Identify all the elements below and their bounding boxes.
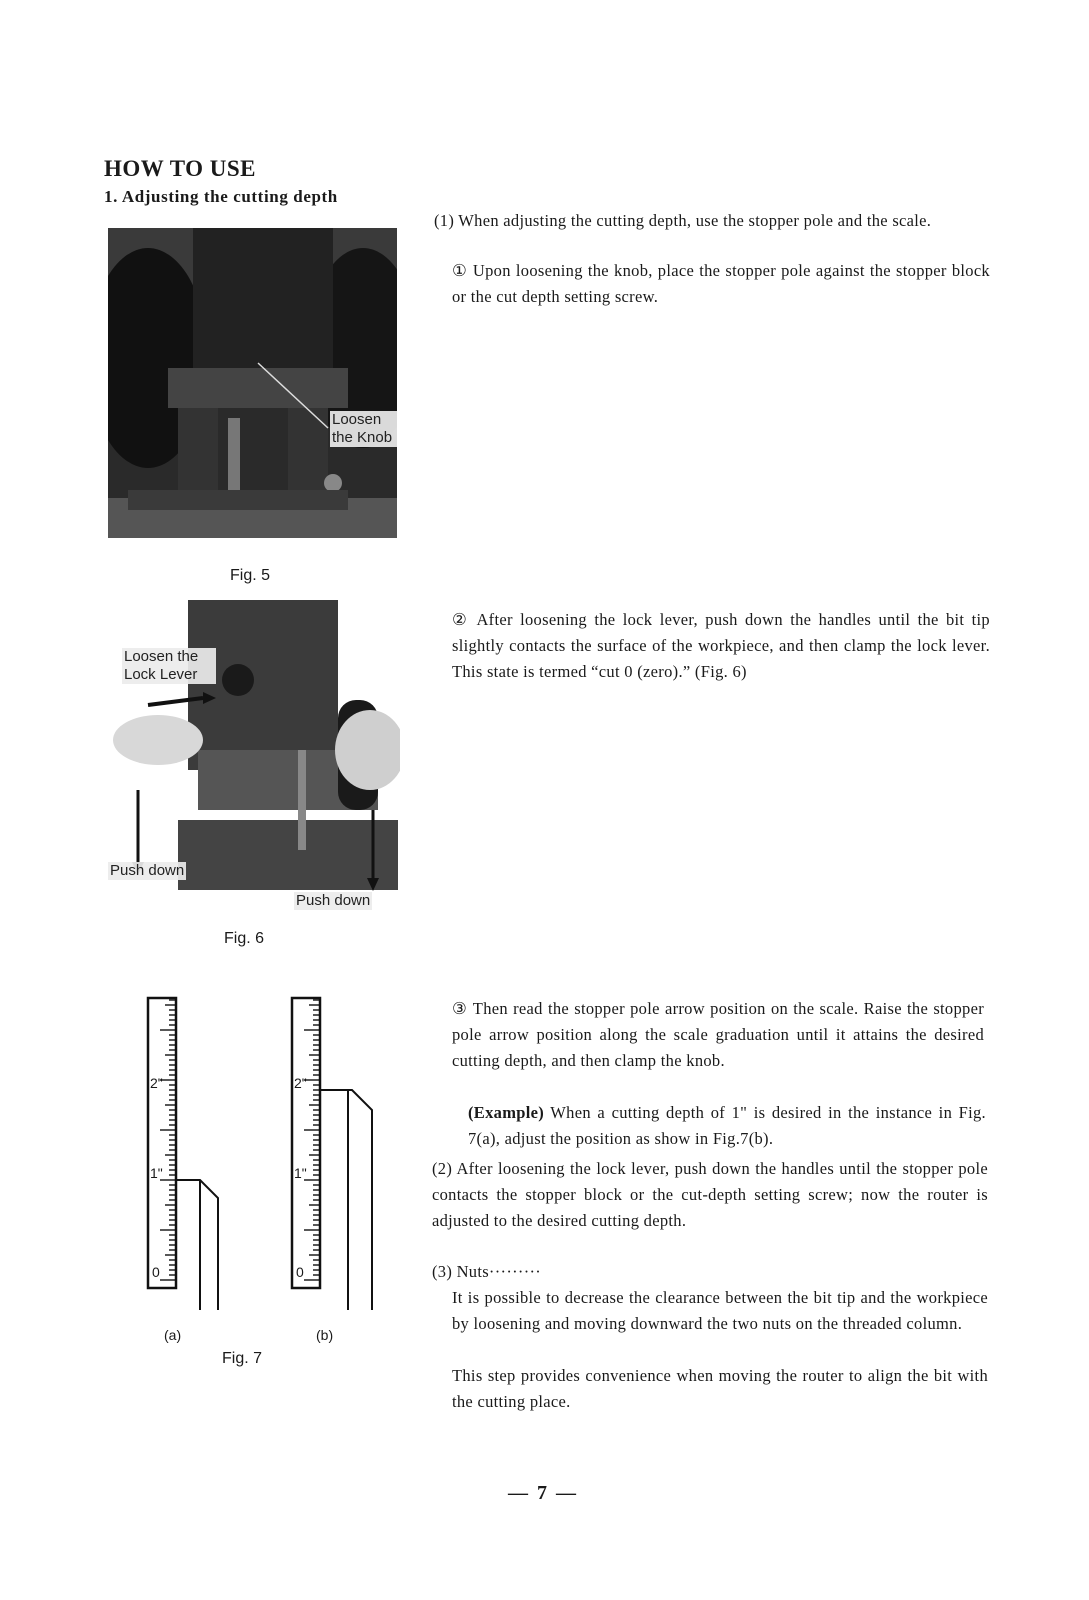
- loosen-lock-lever-label: Loosen the Lock Lever: [122, 648, 216, 684]
- step-1: ① Upon loosening the knob, place the stopper pole against the stopper block or the cut depth setting screw.: [452, 261, 990, 306]
- loosen-knob-label: Loosen the Knob: [330, 411, 397, 447]
- push-down-right-label: Push down: [296, 892, 371, 909]
- step-3: ③ Then read the stopper pole arrow position on the scale. Raise the stopper pole arrow position along the scale graduation until it attains the desired cutting depth, and then clamp the knob.: [452, 999, 984, 1070]
- fig7-caption: Fig. 7: [222, 1350, 263, 1367]
- scale-b-ticks: [304, 1000, 320, 1280]
- example-text: When a cutting depth of 1" is desired in the instance in Fig. 7(a), adjust the position as show in Fig.7(b).: [468, 1103, 986, 1148]
- section-subtitle: 1. Adjusting the cutting depth: [104, 187, 338, 206]
- fig6-photo: [108, 600, 400, 910]
- paragraph-2: (2) After loosening the lock lever, push down the handles until the stopper pole contacts the stopper block or the cut-depth setting screw; now the router is adjusted to the desired cutting depth.: [432, 1159, 988, 1230]
- paragraph-3-title: (3) Nuts·········: [432, 1262, 542, 1281]
- example-block: [468, 1100, 986, 1152]
- section-title: HOW TO USE: [104, 156, 257, 181]
- fig7-mark-2-b: 2": [294, 1075, 307, 1091]
- fig7-mark-0-b: 0: [296, 1264, 304, 1280]
- page-number: — 7 —: [508, 1482, 578, 1504]
- fig7-sub-b: (b): [316, 1327, 334, 1343]
- fig7-sub-a: (a): [164, 1327, 182, 1343]
- scale-a-ticks: [160, 1000, 176, 1280]
- fig7-mark-1-a: 1": [150, 1165, 163, 1181]
- fig6-caption: Fig. 6: [224, 930, 265, 947]
- paragraph-3-b: This step provides convenience when moving the router to align the bit with the cutting place.: [452, 1366, 988, 1411]
- paragraph-3-a: It is possible to decrease the clearance between the bit tip and the workpiece by loosening and moving downward the two nuts on the threaded column.: [452, 1288, 988, 1333]
- fig5-caption: Fig. 5: [230, 567, 271, 584]
- paragraph-1: (1) When adjusting the cutting depth, use the stopper pole and the scale.: [434, 211, 932, 230]
- push-down-left-label: Push down: [110, 862, 185, 879]
- step-2: ② After loosening the lock lever, push down the handles until the bit tip slightly contacts the surface of the workpiece, and then clamp the lock lever. This state is termed “cut 0 (zero).” (Fig. 6): [452, 610, 990, 681]
- fig7-mark-1-b: 1": [294, 1165, 307, 1181]
- fig7-mark-2-a: 2": [150, 1075, 163, 1091]
- fig7-mark-0-a: 0: [152, 1264, 160, 1280]
- fig5-photo: [108, 228, 397, 538]
- router-knob-illustration: [108, 228, 397, 538]
- fig7-scales: [140, 990, 390, 1350]
- example-label: (Example): [468, 1103, 545, 1122]
- scale-b: [292, 998, 372, 1310]
